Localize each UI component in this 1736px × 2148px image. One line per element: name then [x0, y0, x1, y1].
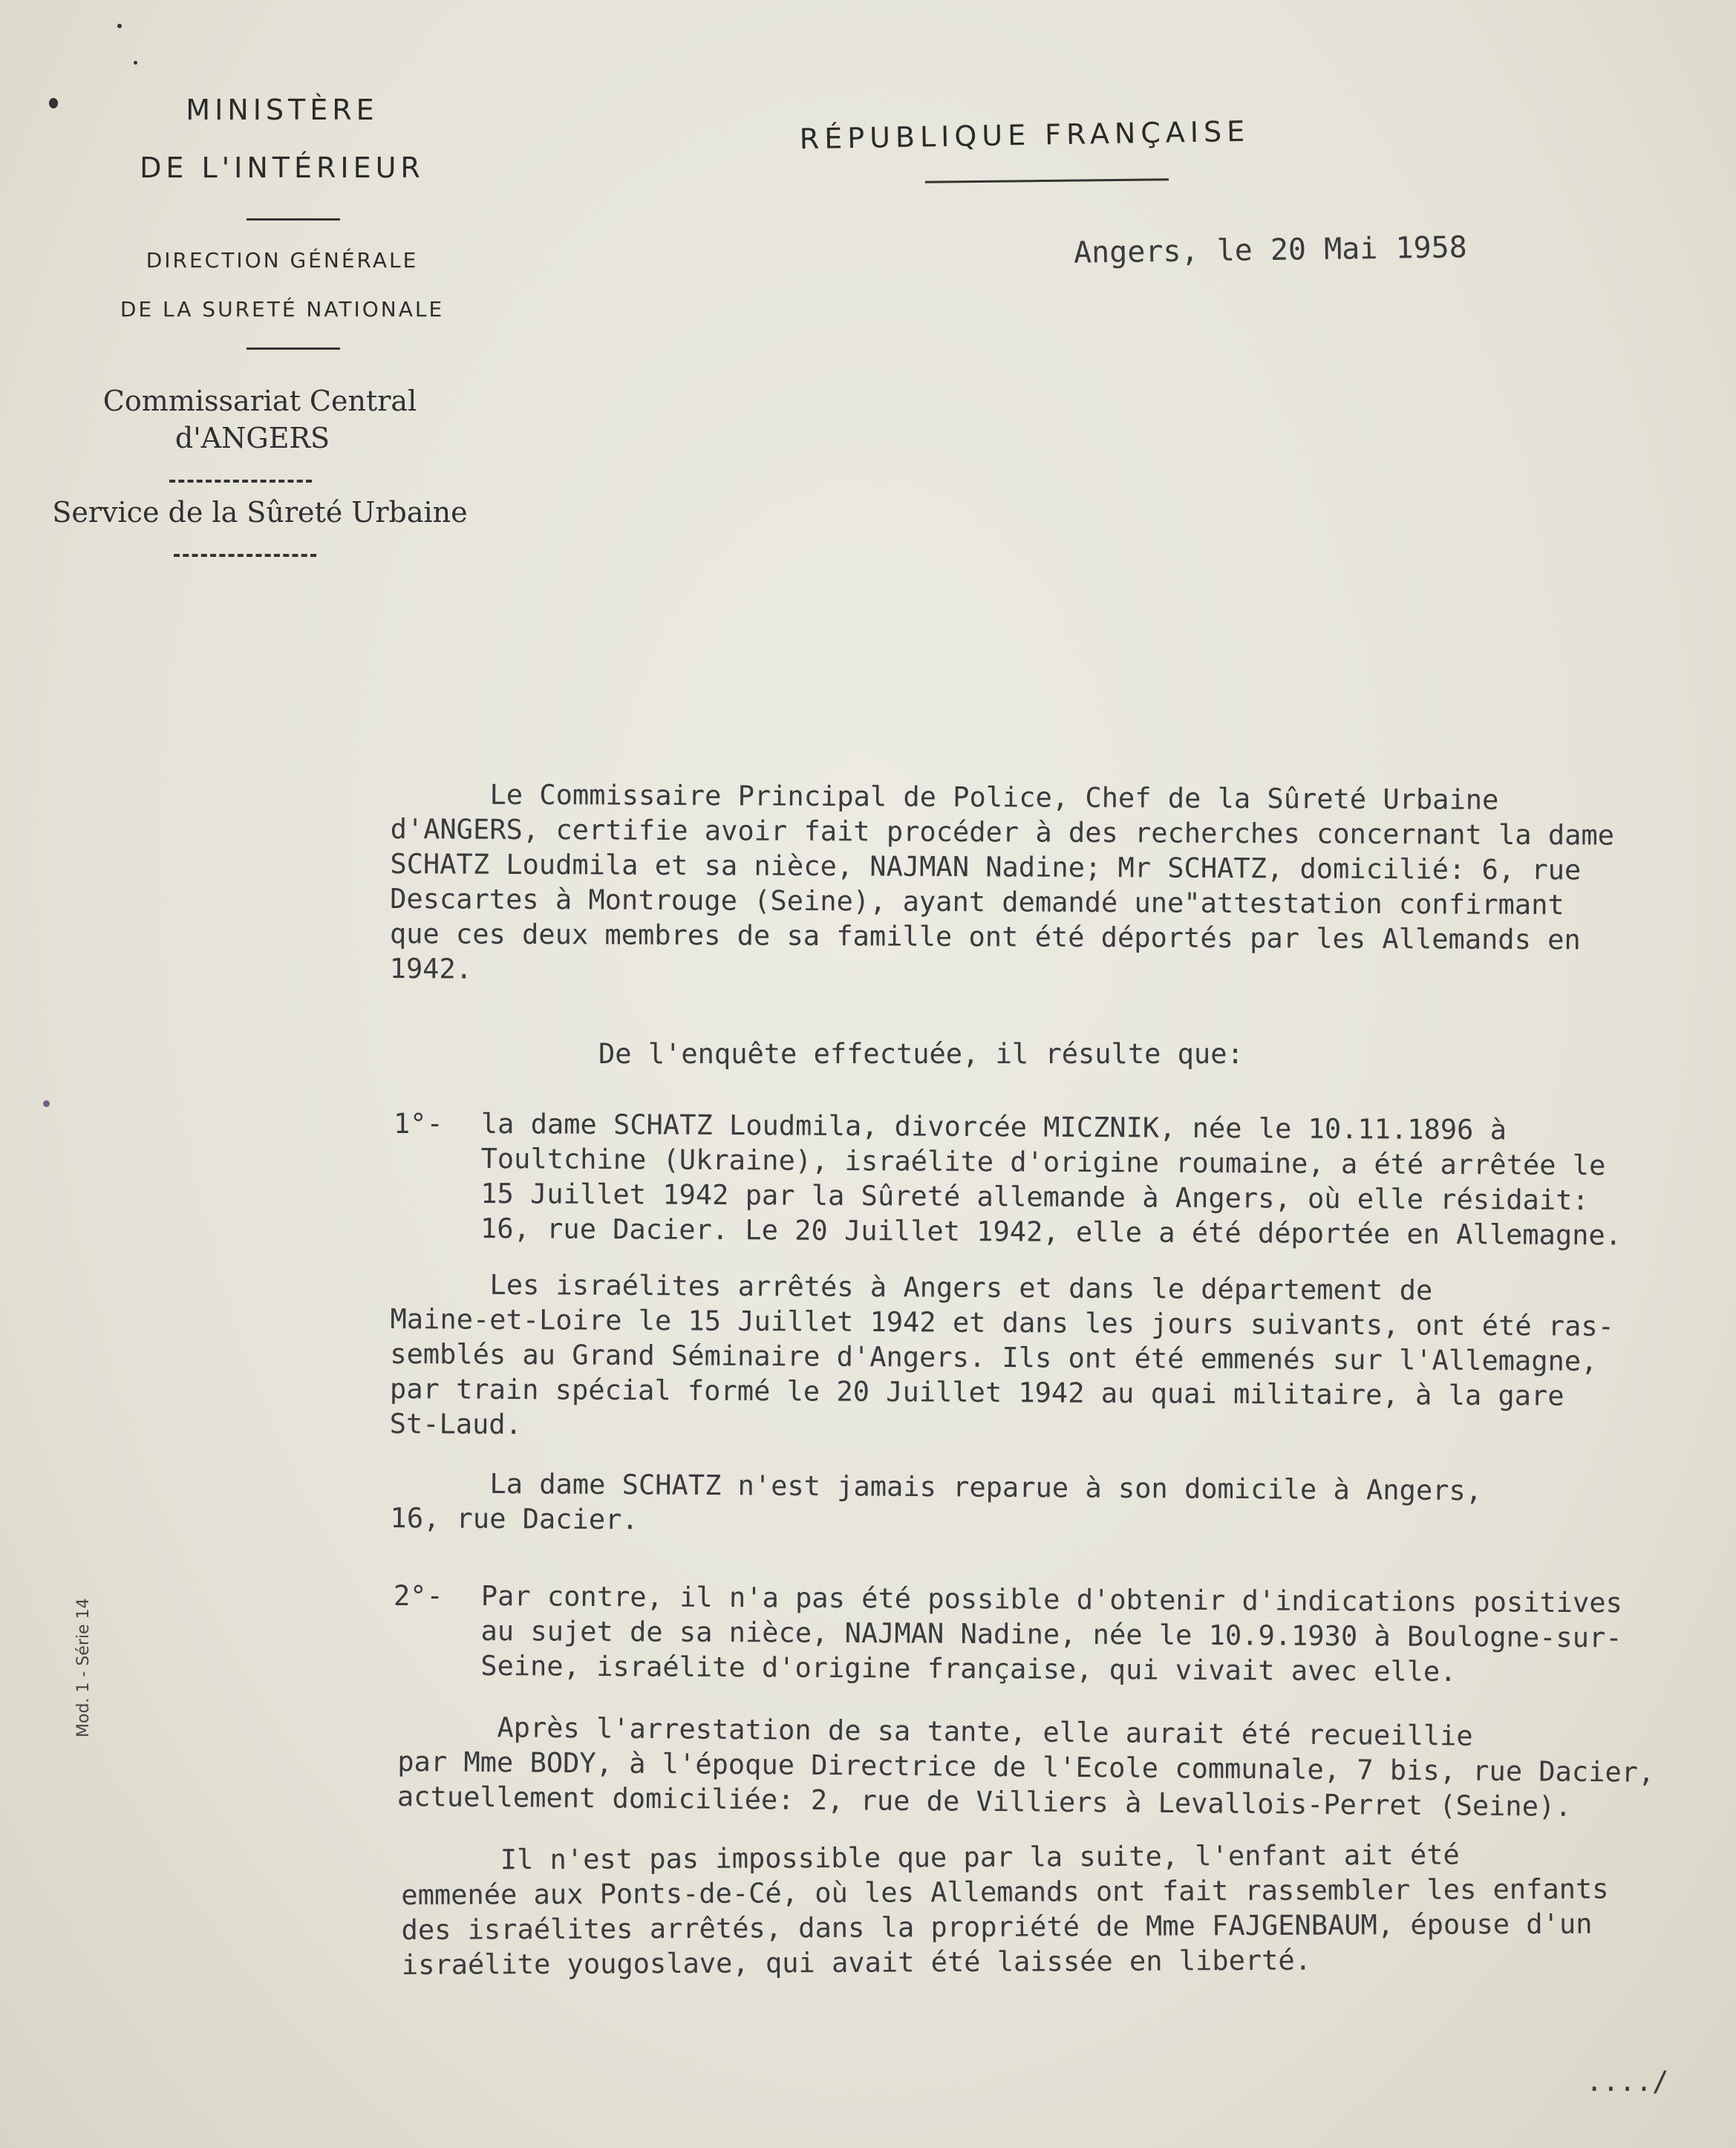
- text-line: La dame SCHATZ n'est jamais reparue à son domicile à Angers,: [390, 1467, 1483, 1507]
- text-line: par train spécial formé le 20 Juillet 1942 au quai militaire, à la gare: [389, 1372, 1564, 1412]
- body-paragraph: [397, 1709, 1655, 1825]
- commissariat-line2: d'ANGERS: [174, 422, 330, 454]
- direction-line2: DE LA SURETÉ NATIONALE: [120, 297, 445, 321]
- continuation-mark: ..../: [1586, 2066, 1669, 2098]
- text-line: 16, rue Dacier.: [390, 1501, 639, 1536]
- divider: [247, 218, 340, 221]
- text-line: que ces deux membres de sa famille ont été déportés par les Allemands en: [389, 917, 1581, 956]
- republic-heading: RÉPUBLIQUE FRANÇAISE: [799, 114, 1250, 156]
- commissariat-line1: Commissariat Central: [102, 385, 417, 417]
- text-line: Le Commissaire Principal de Police, Chef de la Sûreté Urbaine: [390, 778, 1499, 816]
- ink-speck: [117, 24, 122, 28]
- ministry-line2: DE L'INTÉRIEUR: [140, 151, 425, 184]
- text-line: Par contre, il n'a pas été possible d'obtenir d'indications positives: [480, 1580, 1623, 1619]
- text-line: israélite yougoslave, qui avait été laissée en liberté.: [401, 1944, 1312, 1981]
- text-line: 16, rue Dacier. Le 20 Juillet 1942, elle a été déportée en Allemagne.: [480, 1212, 1622, 1252]
- item2-number: 2°-: [394, 1580, 443, 1612]
- ponts-paragraph: [401, 1836, 1609, 1982]
- form-reference: Mod. 1 - Série 14: [74, 1598, 93, 1737]
- ink-speck: [49, 98, 58, 108]
- divider: [247, 347, 340, 350]
- text-line: Descartes à Montrouge (Seine), ayant demandé une"attestation confirmant: [390, 882, 1564, 921]
- text-line: Toultchine (Ukraine), israélite d'origine roumaine, a été arrêtée le: [480, 1142, 1606, 1182]
- item1-paragraph: [480, 1106, 1622, 1253]
- dashed-divider: [169, 480, 312, 483]
- text-line: actuellement domiciliée: 2, rue de Villiers à Levallois-Perret (Seine).: [397, 1780, 1572, 1823]
- divider: [925, 178, 1169, 183]
- israelites-paragraph: [390, 1267, 1615, 1449]
- text-line: 1942.: [389, 952, 473, 985]
- text-line: Les israélites arrêtés à Angers et dans le département de: [390, 1268, 1433, 1307]
- dashed-divider: [174, 554, 316, 557]
- direction-line1: DIRECTION GÉNÉRALE: [146, 248, 419, 272]
- schatz-paragraph: [390, 1466, 1482, 1543]
- text-line: au sujet de sa nièce, NAJMAN Nadine, née le 10.9.1930 à Boulogne-sur-: [480, 1614, 1622, 1654]
- text-line: SCHATZ Loudmila et sa nièce, NAJMAN Nadine; Mr SCHATZ, domicilié: 6, rue: [390, 847, 1582, 887]
- intro-paragraph: [390, 777, 1615, 993]
- item1-number: 1°-: [394, 1108, 443, 1140]
- text-line: emmenée aux Ponts-de-Cé, où les Allemands ont fait rassembler les enfants: [401, 1873, 1609, 1911]
- text-line: des israélites arrêtés, dans la propriété de Mme FAJGENBAUM, épouse d'un: [401, 1907, 1593, 1946]
- item2-paragraph: [480, 1579, 1622, 1690]
- text-line: Seine, israélite d'origine française, qui vivait avec elle.: [480, 1649, 1457, 1688]
- text-line: St-Laud.: [389, 1407, 523, 1441]
- ministry-line1: MINISTÈRE: [186, 94, 379, 126]
- service-name: Service de la Sûreté Urbaine: [52, 496, 468, 529]
- text-line: d'ANGERS, certifie avoir fait procéder à des recherches concernant la dame: [390, 812, 1615, 852]
- text-line: par Mme BODY, à l'époque Directrice de l'Ecole communale, 7 bis, rue Dacier,: [397, 1745, 1655, 1789]
- ink-speck: [43, 1100, 50, 1107]
- text-line: semblés au Grand Séminaire d'Angers. Ils ont été emmenés sur l'Allemagne,: [390, 1337, 1598, 1377]
- text-line: Maine-et-Loire le 15 Juillet 1942 et dans les jours suivants, ont été ras-: [390, 1302, 1615, 1343]
- text-line: 15 Juillet 1942 par la Sûreté allemande à Angers, où elle résidait:: [480, 1177, 1589, 1217]
- text-line: Après l'arrestation de sa tante, elle aurait été recueillie: [397, 1711, 1473, 1752]
- text-line: Il n'est pas impossible que par la suite, l'enfant ait été: [401, 1838, 1460, 1876]
- result-intro: De l'enquête effectuée, il résulte que:: [598, 1038, 1244, 1070]
- text-line: la dame SCHATZ Loudmila, divorcée MICZNIK, née le 10.11.1896 à: [480, 1108, 1507, 1146]
- document-date: Angers, le 20 Mai 1958: [1073, 230, 1468, 270]
- ink-speck: [134, 61, 137, 65]
